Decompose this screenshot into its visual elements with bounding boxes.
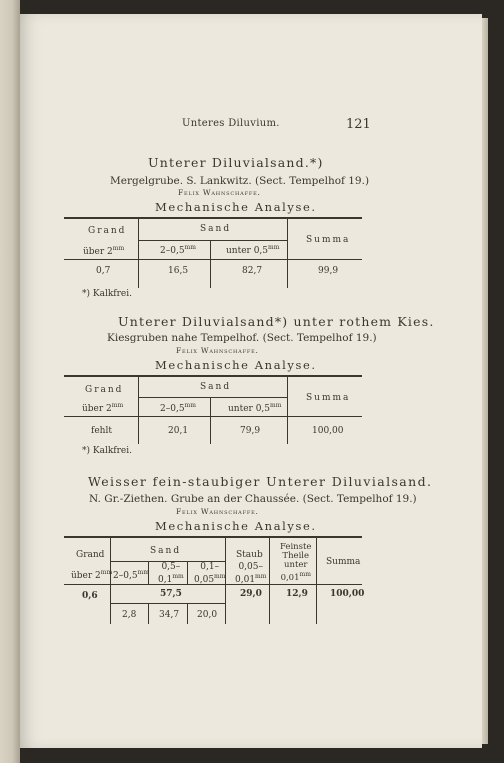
col-grand: Grand xyxy=(88,226,127,236)
section2-location: Kiesgruben nahe Tempelhof. (Sect. Tempelhof 19.) xyxy=(107,332,377,344)
section2-footnote: *) Kalkfrei. xyxy=(82,446,132,456)
value-sand-c: 20,0 xyxy=(197,610,218,620)
section2-title: Unterer Diluvialsand*) unter rothem Kies. xyxy=(118,314,435,329)
section2-author: Felix Wahnschaffe. xyxy=(176,346,259,355)
value-grand: fehlt xyxy=(91,426,112,436)
col-feinste-theile: Feinste Theile unter $0,01^{mm}$ xyxy=(280,542,312,583)
col-sand-b: unter $0,5^{mm}$ xyxy=(228,402,282,414)
value-sand-total: 57,5 xyxy=(160,589,182,599)
section1-footnote: *) Kalkfrei. xyxy=(82,289,132,299)
col-sand: Sand xyxy=(150,546,182,556)
value-sand-b: 34,7 xyxy=(159,610,180,620)
col-staub: Staub xyxy=(236,550,263,560)
col-grand: Grand xyxy=(76,550,105,560)
col-sand-a: $2-0,5^{mm}$ xyxy=(160,402,196,414)
col-grand-sub: über $2^{mm}$ xyxy=(71,569,113,581)
col-grand: Grand xyxy=(85,385,124,395)
col-sand-c: 0,1– $0,05^{mm}$ xyxy=(194,562,226,585)
value-sand-a: 20,1 xyxy=(168,426,189,436)
section3-author: Felix Wahnschaffe. xyxy=(176,507,259,516)
col-sand-a: $2-0,5^{mm}$ xyxy=(160,244,196,256)
section1-title: Unterer Diluvialsand.*) xyxy=(148,155,324,170)
page-edge xyxy=(482,18,488,744)
col-sand-b: unter $0,5^{mm}$ xyxy=(226,244,280,256)
value-grand: 0,6 xyxy=(82,591,98,601)
value-sand-a: 16,5 xyxy=(168,266,189,276)
section3-table-title: Mechanische Analyse. xyxy=(155,519,317,533)
section1-location: Mergelgrube. S. Lankwitz. (Sect. Tempelhof 19.) xyxy=(110,175,370,187)
value-grand: 0,7 xyxy=(96,266,111,276)
col-summa: Summa xyxy=(306,393,351,403)
col-staub-range: 0,05– $0,01^{mm}$ xyxy=(235,562,267,585)
col-summa: Summa xyxy=(306,235,351,245)
section1-table-title: Mechanische Analyse. xyxy=(155,200,317,214)
page-number: 121 xyxy=(346,117,371,132)
col-sand-b: 0,5– $0,1^{mm}$ xyxy=(158,562,184,585)
value-sand-b: 82,7 xyxy=(242,266,263,276)
value-sand-b: 79,9 xyxy=(240,426,261,436)
value-summa: 100,00 xyxy=(330,589,365,599)
value-staub: 29,0 xyxy=(240,589,262,599)
value-summa: 100,00 xyxy=(312,426,344,436)
col-grand-sub: über $2^{mm}$ xyxy=(83,245,125,257)
book-spine xyxy=(0,0,20,763)
value-sand-a: 2,8 xyxy=(122,610,137,620)
section3-title: Weisser fein-staubiger Unterer Diluvialsand. xyxy=(88,474,433,489)
section3-location: N. Gr.-Ziethen. Grube an der Chaussée. (Sect. Tempelhof 19.) xyxy=(89,493,417,505)
col-sand-a: $2-0,5^{mm}$ xyxy=(113,569,149,581)
value-summa: 99,9 xyxy=(318,266,339,276)
col-summa: Summa xyxy=(326,557,361,567)
running-title: Unteres Diluvium. xyxy=(182,118,280,129)
value-feinste: 12,9 xyxy=(286,589,308,599)
col-grand-sub: über $2^{mm}$ xyxy=(82,402,124,414)
col-sand: Sand xyxy=(200,224,232,234)
section2-table-title: Mechanische Analyse. xyxy=(155,358,317,372)
col-sand: Sand xyxy=(200,382,232,392)
section1-author: Felix Wahnschaffe. xyxy=(178,188,261,197)
